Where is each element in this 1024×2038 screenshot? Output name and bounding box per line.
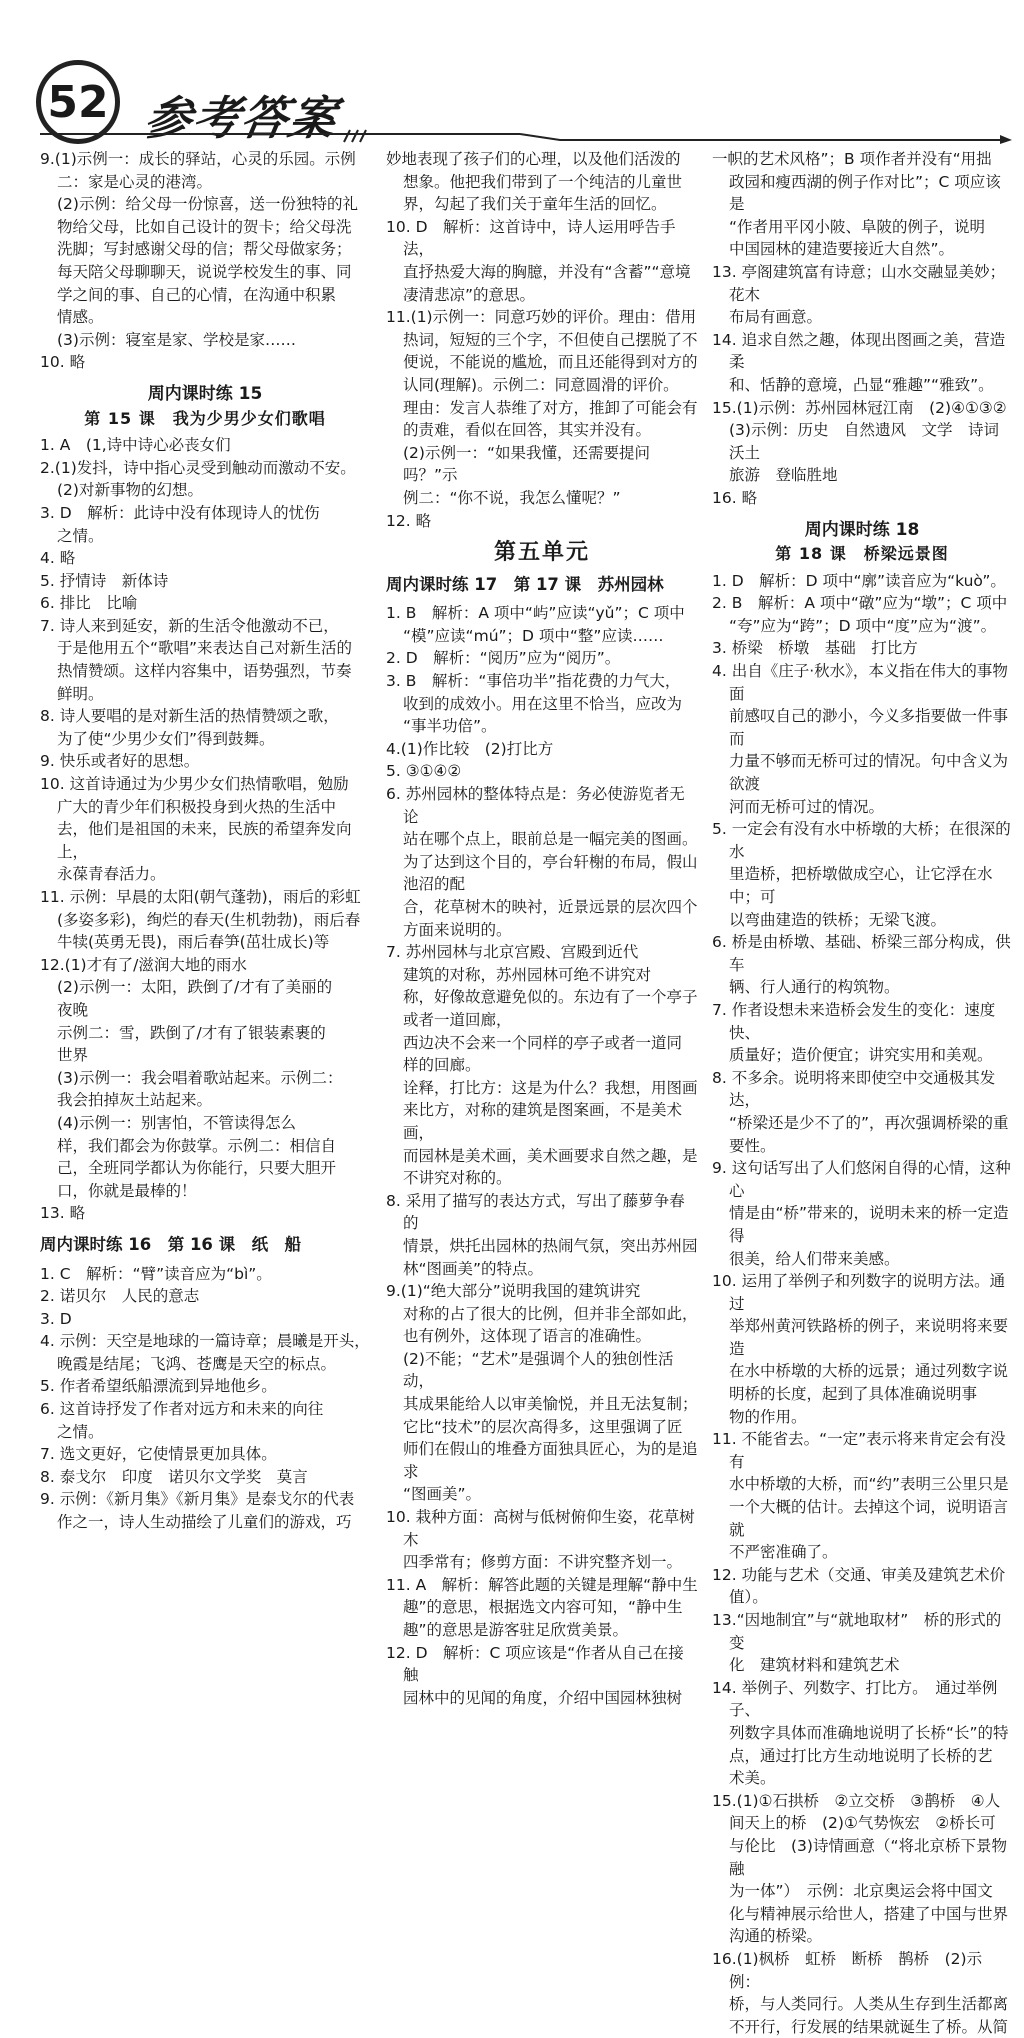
section-title-16: 周内课时练 16 第 16 课 纸 船 bbox=[40, 1234, 302, 1254]
answer-item: 12. 功能与艺术（交通、审美及建筑艺术价 值）。 bbox=[712, 1565, 1006, 1607]
answer-item: 1. B 解析：A 项中“屿”应读“yǔ”；C 项中 “模”应读“mú”；D 项中“整”应读…… bbox=[386, 604, 685, 645]
section-title-17: 周内课时练 17 第 17 课 苏州园林 bbox=[386, 574, 664, 594]
answer-column-3 bbox=[712, 148, 1012, 2038]
page-title: 参考答案 bbox=[140, 91, 343, 145]
answer-item: 12. D 解析：C 项应该是“作者从自己在接触 园林中的见闻的角度，介绍中国园林独树 bbox=[386, 1643, 684, 1707]
answer-item: 3. 桥梁 桥墩 基础 打比方 bbox=[712, 639, 918, 658]
answer-item: 11. 不能省去。“一定”表示将来肯定会有没有 水中桥墩的大桥，而“约”表明三公里只是 一个大概的估计。去掉这个词，说明语言就 不严密准确了。 bbox=[712, 1430, 1009, 1562]
answer-item: 12. 略 bbox=[386, 511, 432, 530]
answer-item: (2)示例一：太阳，跌倒了/才有了美丽的 夜晚 bbox=[57, 978, 333, 1019]
answer-item: 妙地表现了孩子们的心理，以及他们活泼的 想象。他把我们带到了一个纯洁的儿童世 界，勾起了我们关于童年生活的回忆。 bbox=[386, 150, 683, 214]
section-title-18: 周内课时练 18 bbox=[804, 519, 920, 540]
section-title-15: 周内课时练 15 bbox=[147, 383, 263, 404]
col2-items-b bbox=[386, 602, 698, 1709]
answer-item: 3. D bbox=[40, 1309, 72, 1328]
answer-item: 10. D 解析：这首诗中，诗人运用呼告手法， 直抒热爱大海的胸臆，并没有“含蓄”“意境 凄清悲凉”的意思。 bbox=[386, 217, 691, 304]
answer-item: 9. 快乐或者好的思想。 bbox=[40, 752, 200, 771]
answer-item: 2. 诺贝尔 人民的意志 bbox=[40, 1287, 200, 1306]
answer-item: 5. 作者希望纸船漂流到异地他乡。 bbox=[40, 1377, 277, 1396]
col3-items-b bbox=[712, 570, 1012, 2038]
answer-item: 3. D 解析：此诗中没有体现诗人的忧伤 之情。 bbox=[40, 503, 320, 545]
answer-item: 4. 出自《庄子·秋水》，本义指在伟大的事物面 前感叹自己的渺小，今义多指要做一件事而 力量不够而无桥可过的情况。句中含义为欲渡 河而无桥可过的情况。 bbox=[712, 662, 1009, 816]
page-number: 52 bbox=[36, 60, 120, 144]
answer-item: 5. 抒情诗 新体诗 bbox=[40, 571, 169, 590]
answer-item: 5. 一定会有没有水中桥墩的大桥；在很深的水 里造桥，把桥墩做成空心，让它浮在水中；可 以弯曲建造的铁桥；无梁飞渡。 bbox=[712, 820, 1011, 929]
answer-item: 2. B 解析：A 项中“礅”应为“墩”；C 项中 “夸”应为“跨”；D 项中“度”应为“渡”。 bbox=[712, 594, 1008, 635]
answer-item: 8. 不多余。说明将来即使空中交通极其发达， “桥梁还是少不了的”，再次强调桥梁的重 要性。 bbox=[712, 1068, 1009, 1155]
answer-item: 7. 苏州园林与北京宫殿、宫殿到近代 建筑的对称，苏州园林可绝不讲究对 称，好像故意避免似的。东边有了一个亭子或者一道回廊， 西边决不会来一个同样的亭子或者一道同 样的回廊。 bbox=[386, 943, 698, 1075]
answer-item: (2)不能；“艺术”是强调个人的独创性活动， 其成果能给人以审美愉悦，并且无法复制； 它比“技术”的层次高得多，这里强调了匠 师们在假山的堆叠方面独具匠心，为的是追求 “图画美”。 bbox=[403, 1349, 698, 1504]
answer-item: 7. 选文更好，它使情景更加具体。 bbox=[40, 1445, 277, 1464]
answer-item: 16.(1)枫桥 虹桥 断桥 鹊桥 (2)示例： 桥，与人类同行。人类从生存到生活都离 不开行，行发展的结果就诞生了桥。从简 bbox=[712, 1949, 1009, 2036]
answer-item: (4)示例一：别害怕，不管读得怎么 样，我们都会为你鼓掌。示例二：相信自 己，全班同学都认为你能行，只要大胆开 口，你就是最棒的！ bbox=[57, 1113, 337, 1200]
answer-item: 示例二：雪，跌倒了/才有了银装素裹的 世界 bbox=[57, 1023, 326, 1065]
answer-item: 7. 作者设想未来造桥会发生的变化：速度快、 质量好；造价便宜；讲究实用和美观。 bbox=[712, 1000, 996, 1065]
answer-item: 13. 略 bbox=[40, 1204, 86, 1223]
answer-item: (2)示例：给父母一份惊喜，送一份独特的礼 物给父母，比如自己设计的贺卡；给父母洗 洗脚；写封感谢父母的信；帮父母做家务； 每天陪父母聊聊天，说说学校发生的事、同 学之间的事、自己的心情，在沟通中积累 情感。 bbox=[57, 195, 358, 327]
answer-item: 14. 举例子、列数字、打比方。 通过举例子、 列数字具体而准确地说明了长桥“长”的特 点，通过打比方生动地说明了长桥的艺 术美。 bbox=[712, 1678, 1009, 1788]
answer-item: (3)示例：历史 自然遗风 文学 诗词沃土 旅游 登临胜地 bbox=[729, 421, 999, 485]
answer-item: 6. 这首诗抒发了作者对远方和未来的向往 之情。 bbox=[40, 1400, 324, 1441]
answer-item: 4. 示例：天空是地球的一篇诗章；晨曦是开头， 晚霞是结尾；飞鸿、苍鹰是天空的标点。 bbox=[40, 1332, 370, 1373]
answer-item: 11.(1)示例一：同意巧妙的评价。理由：借用 热词，短短的三个字，不但使自己摆脱了不 便说，不能说的尴尬，而且还能得到对方的 认同(理解)。示例二：同意圆滑的评价。 理由：发言人恭维了对方，推卸了可能会有 的责难，看似在回答，其实并没有。 bbox=[386, 308, 698, 440]
answer-item: 9.(1)示例一：成长的驿站，心灵的乐园。示例 二：家是心灵的港湾。 bbox=[40, 150, 356, 191]
answer-item: 6. 苏州园林的整体特点是：务必使游览者无论 站在哪个点上，眼前总是一幅完美的图画。 为了达到这个目的，亭台轩榭的布局，假山池沼的配 合，花草树木的映衬，近景远景的层次四个 方面来说明的。 bbox=[386, 785, 698, 939]
answer-item: 6. 排比 比喻 bbox=[40, 594, 138, 613]
answer-item: 7. 诗人来到延安，新的生活令他激动不已， 于是他用五个“歌唱”来表达自己对新生活的 热情赞颂。这样内容集中，语势强烈，节奏 鲜明。 bbox=[40, 616, 353, 703]
header-rule bbox=[0, 128, 1024, 144]
section-subtitle-18: 第 18 课 桥梁远景图 bbox=[775, 544, 949, 564]
answer-item: 4.(1)作比较 (2)打比方 bbox=[386, 739, 554, 758]
answer-item: 8. 泰戈尔 印度 诺贝尔文学奖 莫言 bbox=[40, 1467, 308, 1486]
answer-item: 1. C 解析：“臂”读音应为“bì”。 bbox=[40, 1264, 272, 1283]
unit-title: 第五单元 bbox=[493, 540, 590, 566]
answer-item: 13.“因地制宜”与“就地取材” 桥的形式的变 化 建筑材料和建筑艺术 bbox=[712, 1611, 1002, 1675]
answer-item: 11. 示例：早晨的太阳(朝气蓬勃)，雨后的彩虹 (多姿多彩)，绚烂的春天(生机勃勃)，雨后春 牛犊(英勇无畏)，雨后春笋(茁壮成长)等 bbox=[40, 888, 361, 952]
answer-item: 1. D 解析：D 项中“廓”读音应为“kuò”。 bbox=[712, 571, 1006, 590]
answer-item: 5. ③①④② bbox=[386, 762, 462, 781]
answer-item: (2)对新事物的幻想。 bbox=[57, 481, 203, 500]
section-subtitle-15: 第 15 课 我为少男少女们歌唱 bbox=[84, 408, 326, 428]
answer-item: (3)示例一：我会唱着歌站起来。示例二： 我会拍掉灰土站起来。 bbox=[57, 1068, 343, 1110]
answer-item: 12.(1)才有了/滋润大地的雨水 bbox=[40, 955, 247, 974]
answer-item: 11. A 解析：解答此题的关键是理解“静中生 趣”的意思，根据选文内容可知，“静中生 趣”的意思是游客驻足欣赏美景。 bbox=[386, 1575, 698, 1639]
answer-item: 一帜的艺术风格”；B 项作者并没有“用拙 政园和瘦西湖的例子作对比”；C 项应该是 “作者用平冈小陂、阜陂的例子，说明 中国园林的建造要接近大自然”。 bbox=[712, 150, 1001, 259]
answer-item: 15.(1)①石拱桥 ②立交桥 ③鹊桥 ④人 间天上的桥 (2)①气势恢宏 ②桥长可 与伦比 (3)诗情画意（“将北京桥下景物融 为一体”） 示例：北京奥运会将中国文 化与精神展示给世人，搭建了中国与世界 沟通的桥梁。 bbox=[712, 1791, 1009, 1946]
answer-item: 9. 示例：《新月集》《新月集》是泰戈尔的代表 作之一，诗人生动描绘了儿童们的游戏，巧 bbox=[40, 1490, 355, 1532]
answer-item: 8. 采用了描写的表达方式，写出了藤萝争春的 情景，烘托出园林的热闹气氛，突出苏州园 林“图画美”的特点。 bbox=[386, 1191, 698, 1278]
page-header bbox=[0, 0, 1024, 150]
answer-item: 10. 略 bbox=[40, 353, 86, 372]
answer-column-2 bbox=[386, 148, 698, 1709]
answer-item: 8. 诗人要唱的是对新生活的热情赞颂之歌， 为了使“少男少女们”得到鼓舞。 bbox=[40, 707, 339, 748]
answer-item: 9. 这句话写出了人们悠闲自得的心情，这种心 情是由“桥”带来的，说明未来的桥一定造得 很美，给人们带来美感。 bbox=[712, 1159, 1011, 1268]
col1-items-a bbox=[40, 148, 370, 374]
answer-column-1 bbox=[40, 148, 370, 1534]
answer-item: 2.(1)发抖，诗中指心灵受到触动而激动不安。 bbox=[40, 458, 356, 477]
col1-items-b bbox=[40, 434, 370, 1225]
answer-item: 4. 略 bbox=[40, 549, 76, 568]
col3-items-a bbox=[712, 148, 1012, 510]
answer-item: 13. 亭阁建筑富有诗意；山水交融显美妙；花木 布局有画意。 bbox=[712, 262, 1006, 327]
answer-item: 10. 运用了举例子和列数字的说明方法。通过 举郑州黄河铁路桥的例子，来说明将来要造 在水中桥墩的大桥的远景；通过列数字说 明桥的长度，起到了具体准确说明事 物的作用。 bbox=[712, 1272, 1009, 1426]
answer-item: 16. 略 bbox=[712, 488, 758, 507]
answer-item: 诠释，打比方：这是为什么？我想，用图画 来比方，对称的建筑是图案画，不是美术画， 而园林是美术画，美术画要求自然之趣，是 不讲究对称的。 bbox=[403, 1078, 698, 1188]
answer-item: 15.(1)示例：苏州园林冠江南 (2)④①③② bbox=[712, 398, 1007, 417]
answer-item: 6. 桥是由桥墩、基础、桥梁三部分构成，供车 辆、行人通行的构筑物。 bbox=[712, 933, 1011, 997]
col1-items-c bbox=[40, 1263, 370, 1534]
answer-item: 9.(1)“绝大部分”说明我国的建筑讲究 对称的占了很大的比例，但并非全部如此， 也有例外，这体现了语言的准确性。 bbox=[386, 1282, 698, 1346]
answer-item: 10. 栽种方面：高树与低树俯仰生姿，花草树木 四季常有；修剪方面：不讲究整齐划一。 bbox=[386, 1508, 695, 1572]
answer-item: (3)示例：寝室是家、学校是家…… bbox=[57, 330, 296, 349]
answer-item: 1. A (1,诗中诗心必丧女们 bbox=[40, 436, 231, 455]
answer-item: 2. D 解析：“阅历”应为“阅历”。 bbox=[386, 649, 621, 668]
answer-item: 14. 追求自然之趣，体现出图画之美，营造柔 和、恬静的意境，凸显“雅趣”“雅致”。 bbox=[712, 330, 1006, 394]
answer-item: 3. B 解析：“事倍功半”指花费的力气大， 收到的成效小。用在这里不恰当，应改为 “事半功倍”。 bbox=[386, 672, 683, 736]
answer-item: 10. 这首诗通过为少男少女们热情歌唱，勉励 广大的青少年们积极投身到火热的生活中 去，他们是祖国的未来，民族的希望奔发向上， 永葆青春活力。 bbox=[40, 775, 352, 884]
answer-item: (2)示例一：“如果我懂，还需要提问吗？”示 例二：“你不说，我怎么懂呢？” bbox=[403, 443, 650, 507]
col2-items-a bbox=[386, 148, 698, 532]
